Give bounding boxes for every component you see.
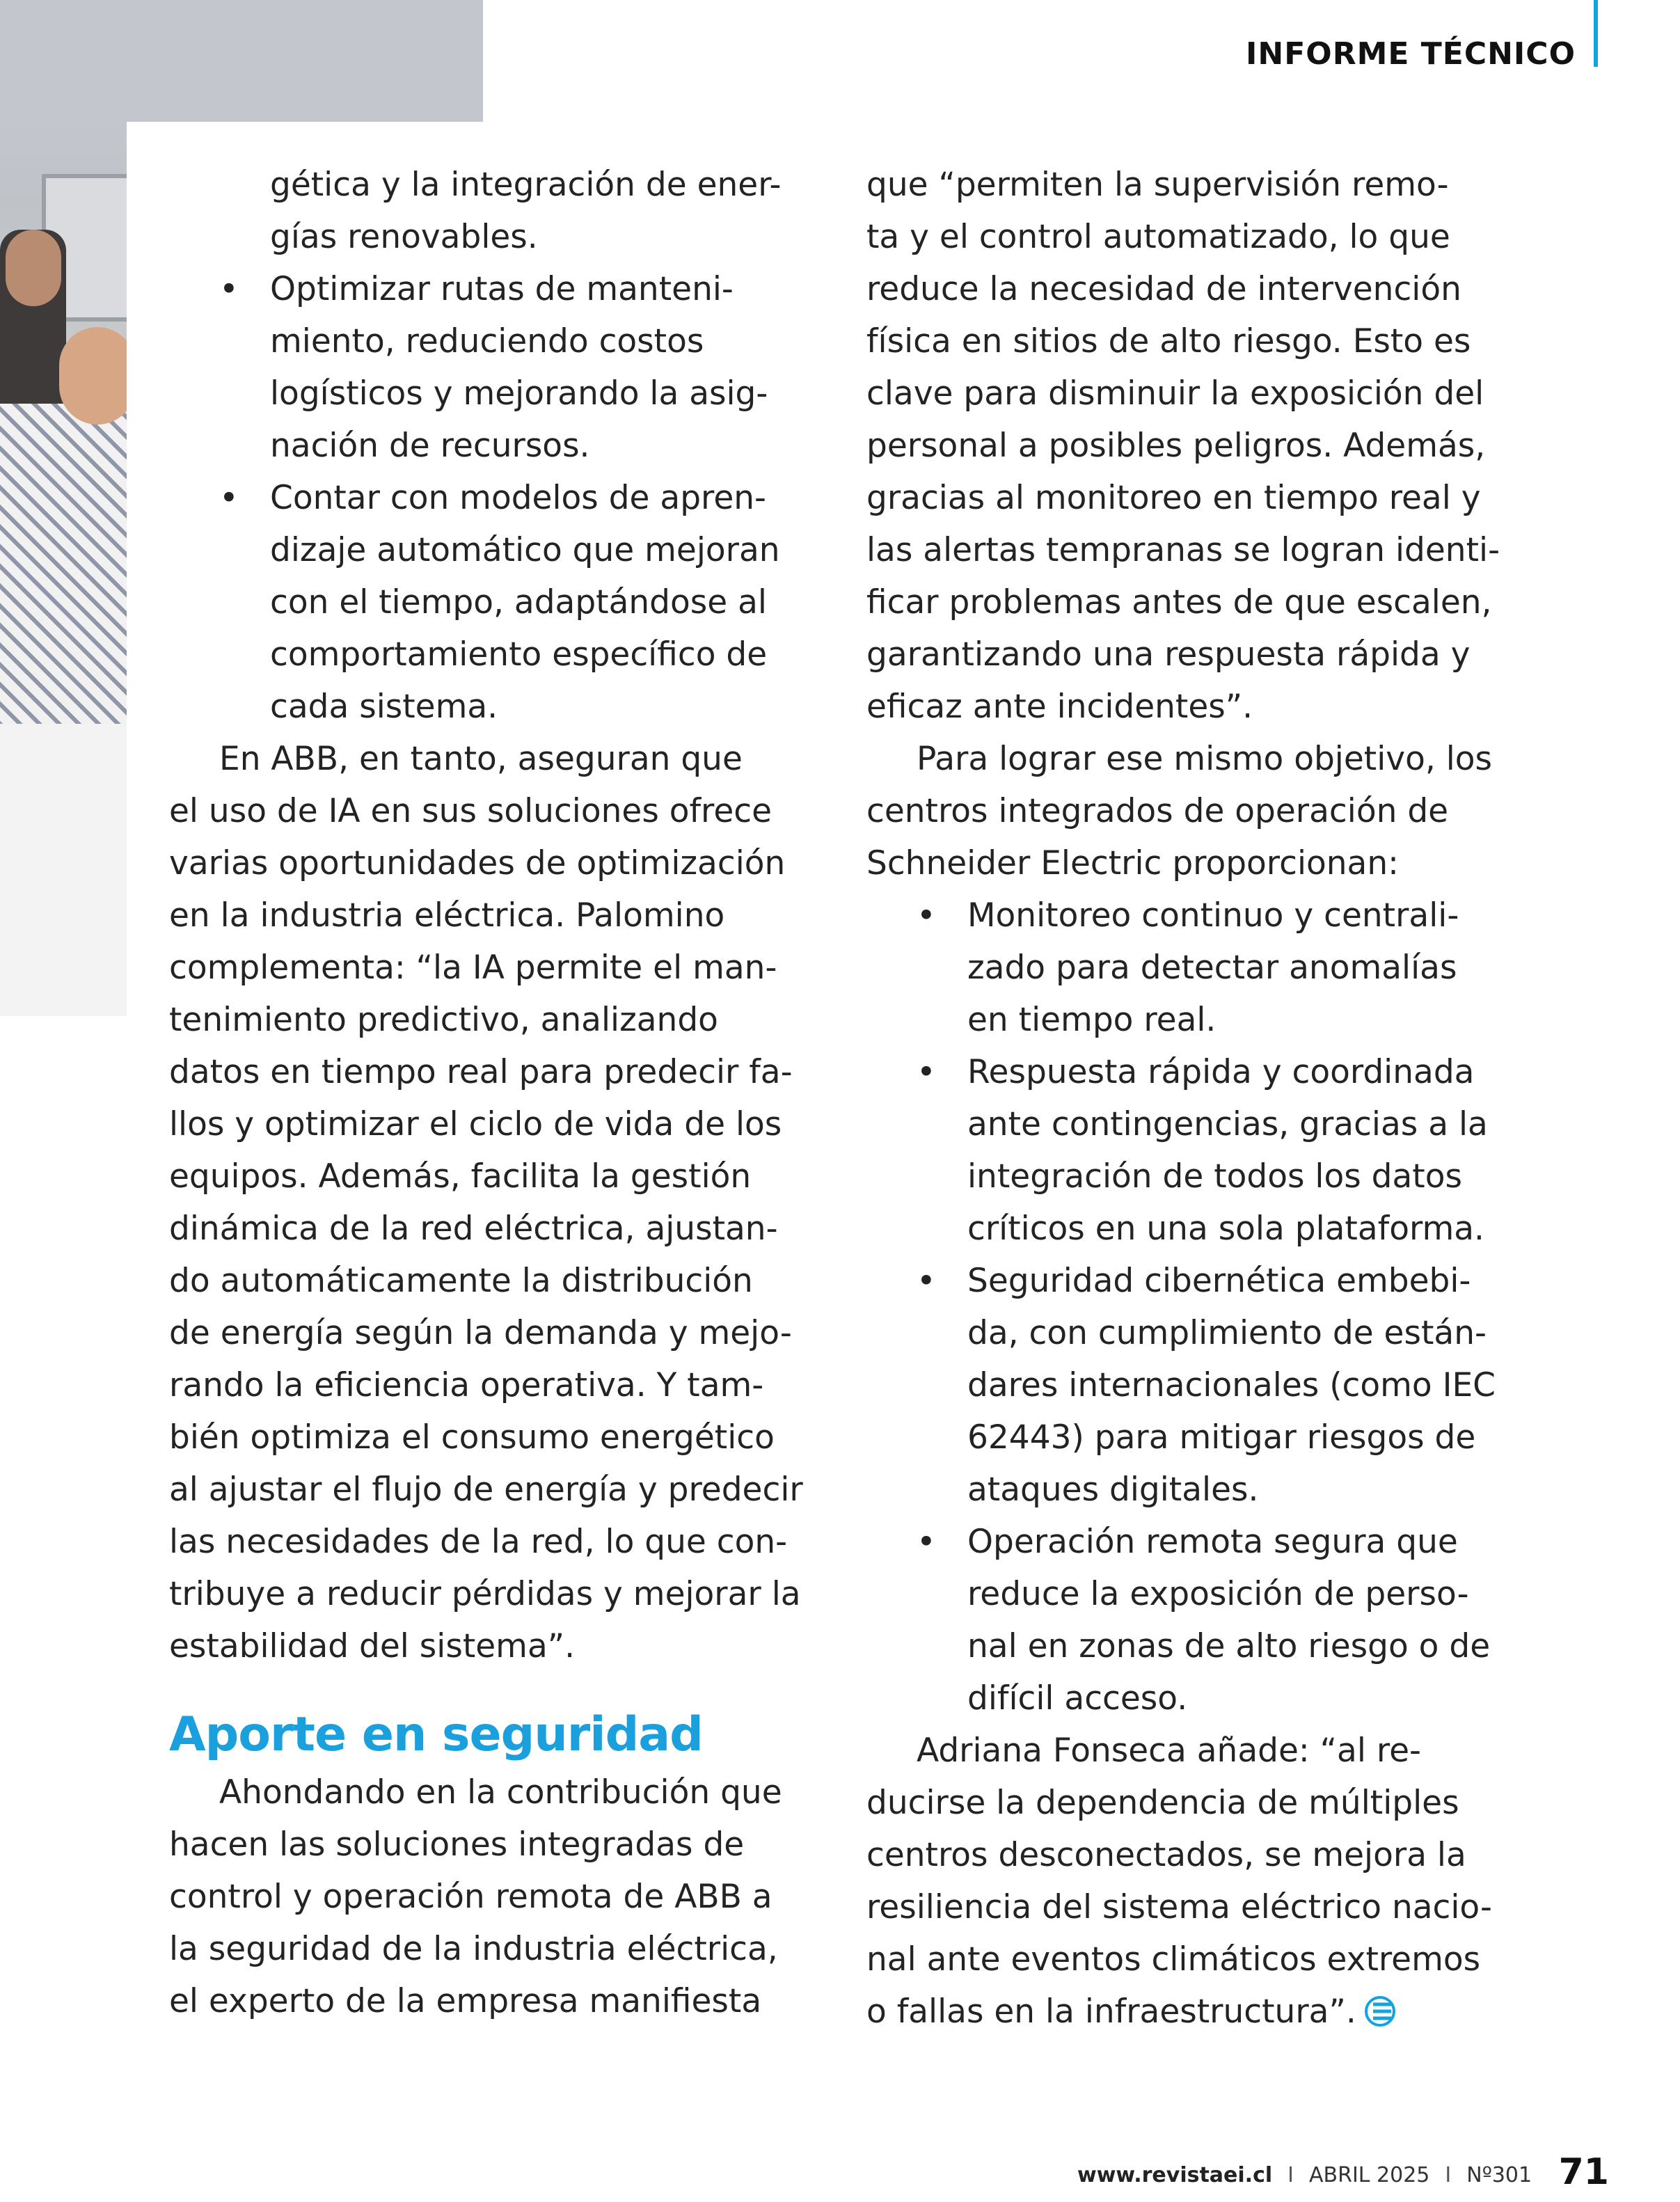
bullet-icon: •	[219, 479, 239, 517]
text-line-content: dizaje automático que mejoran	[270, 531, 780, 569]
text-line	[169, 1516, 823, 1568]
text-line-content: gías renovables.	[270, 218, 538, 256]
text-line-content: personal a posibles peligros. Además,	[866, 427, 1486, 465]
text-line-content: Schneider Electric proporcionan:	[866, 844, 1399, 882]
text-line-content: reduce la exposición de perso-	[967, 1575, 1469, 1613]
text-line	[169, 1203, 823, 1255]
text-line	[169, 576, 823, 628]
text-line-content: que “permiten la supervisión remo-	[866, 166, 1449, 204]
text-line	[169, 524, 823, 576]
text-line-content: tenimiento predictivo, analizando	[169, 1001, 718, 1039]
text-line	[169, 315, 823, 367]
text-line	[169, 785, 823, 837]
text-line	[866, 1986, 1531, 2038]
header-accent-rule	[1594, 0, 1598, 67]
text-line	[866, 263, 1531, 315]
text-line	[169, 1046, 823, 1098]
text-line-content: en la industria eléctrica. Palomino	[169, 896, 725, 935]
text-line	[866, 1203, 1531, 1255]
text-line-content: 62443) para mitigar riesgos de	[967, 1418, 1476, 1457]
text-line-content: reduce la necesidad de intervención	[866, 270, 1461, 308]
footer-website: www.revistaei.cl	[1077, 2163, 1273, 2187]
text-line-content: datos en tiempo real para predecir fa-	[169, 1053, 793, 1091]
text-line	[866, 159, 1531, 211]
text-line-content: tribuye a reducir pérdidas y mejorar la	[169, 1575, 801, 1613]
text-line	[866, 315, 1531, 367]
footer-issue: Nº301	[1466, 2163, 1532, 2187]
text-line-content: zado para detectar anomalías	[967, 949, 1457, 987]
text-line	[169, 211, 823, 263]
text-line-content: logísticos y mejorando la asig-	[270, 374, 768, 413]
text-line	[866, 1046, 1531, 1098]
section-label: INFORME TÉCNICO	[1246, 36, 1576, 72]
text-line	[866, 420, 1531, 472]
text-line-content: o fallas en la infraestructura”.	[866, 1993, 1356, 2031]
text-line	[169, 837, 823, 889]
text-line	[866, 1620, 1531, 1672]
text-line-content: dinámica de la red eléctrica, ajustan-	[169, 1210, 778, 1248]
photo-person-left-head	[6, 230, 61, 306]
text-line-content: las alertas tempranas se logran identi-	[866, 531, 1500, 569]
text-line	[866, 837, 1531, 889]
text-line-content: Adriana Fonseca añade: “al re-	[917, 1732, 1421, 1770]
end-of-article-icon	[1363, 1996, 1397, 2027]
bullet-icon: •	[917, 1053, 936, 1091]
text-line-content: el uso de IA en sus soluciones ofrece	[169, 792, 772, 830]
page-number: 71	[1558, 2151, 1609, 2193]
text-line-content: Contar con modelos de apren-	[270, 479, 766, 517]
text-line	[169, 367, 823, 420]
text-line	[866, 1098, 1531, 1150]
text-line-content: hacen las soluciones integradas de	[169, 1825, 745, 1864]
text-line-content: Respuesta rápida y coordinada	[967, 1053, 1475, 1091]
text-line	[169, 681, 823, 733]
text-line-content: ducirse la dependencia de múltiples	[866, 1784, 1459, 1822]
text-line	[169, 994, 823, 1046]
text-line	[866, 1829, 1531, 1881]
text-line	[169, 1620, 823, 1672]
text-line-content: al ajustar el flujo de energía y predecir	[169, 1471, 803, 1509]
text-line-content: integración de todos los datos	[967, 1157, 1462, 1196]
text-line-content: nación de recursos.	[270, 427, 590, 465]
text-line	[169, 889, 823, 942]
text-line	[866, 942, 1531, 994]
text-line-content: de energía según la demanda y mejo-	[169, 1314, 792, 1352]
bullet-icon: •	[917, 1262, 936, 1300]
text-line-content: rando la eficiencia operativa. Y tam-	[169, 1366, 764, 1404]
text-line	[866, 472, 1531, 524]
text-line-content: varias oportunidades de optimización	[169, 844, 786, 882]
text-line-content: garantizando una respuesta rápida y	[866, 635, 1471, 674]
text-line-content: en tiempo real.	[967, 1001, 1217, 1039]
bullet-icon: •	[917, 896, 936, 935]
text-line	[866, 889, 1531, 942]
text-line	[866, 211, 1531, 263]
text-line	[866, 1255, 1531, 1307]
text-line	[866, 1672, 1531, 1725]
text-line-content: Para lograr ese mismo objetivo, los	[917, 740, 1492, 778]
text-line-content: física en sitios de alto riesgo. Esto es	[866, 322, 1471, 361]
text-line-content: gracias al monitoreo en tiempo real y	[866, 479, 1481, 517]
text-line	[866, 785, 1531, 837]
text-line	[169, 1923, 823, 1975]
text-line-content: eficaz ante incidentes”.	[866, 688, 1253, 726]
text-line-content: equipos. Además, facilita la gestión	[169, 1157, 752, 1196]
text-line	[866, 1881, 1531, 1933]
text-line-content: nal en zonas de alto riesgo o de	[967, 1627, 1491, 1665]
text-line-content: ante contingencias, gracias a la	[967, 1105, 1488, 1143]
article-column-right	[866, 159, 1531, 2038]
footer-separator: I	[1445, 2163, 1452, 2187]
text-line-content: cada sistema.	[270, 688, 498, 726]
text-line	[169, 1411, 823, 1464]
text-line-content: ataques digitales.	[967, 1471, 1259, 1509]
text-line	[169, 1819, 823, 1871]
photo-wall	[0, 0, 483, 122]
text-line	[169, 1975, 823, 2027]
text-line-content: gética y la integración de ener-	[270, 166, 782, 204]
page-footer	[1077, 2155, 1532, 2196]
photo-person-woman-head	[59, 327, 136, 425]
text-line	[169, 1766, 823, 1819]
text-line-content: nal ante eventos climáticos extremos	[866, 1940, 1481, 1979]
text-line-content: miento, reduciendo costos	[270, 322, 704, 361]
text-line	[866, 733, 1531, 785]
text-line	[169, 1464, 823, 1516]
text-line	[169, 472, 823, 524]
text-line-content: clave para disminuir la exposición del	[866, 374, 1484, 413]
text-line	[866, 1464, 1531, 1516]
photo-person-woman-pants	[0, 724, 129, 1016]
text-line	[169, 1150, 823, 1203]
text-line-content: do automáticamente la distribución	[169, 1262, 753, 1300]
text-line-content: comportamiento específico de	[270, 635, 768, 674]
article-column-left	[169, 159, 823, 2027]
text-line	[169, 628, 823, 681]
text-line	[866, 524, 1531, 576]
bullet-icon: •	[917, 1523, 936, 1561]
text-line-content: centros desconectados, se mejora la	[866, 1836, 1466, 1874]
text-line-content: las necesidades de la red, lo que con-	[169, 1523, 788, 1561]
text-line	[169, 942, 823, 994]
text-line	[169, 1568, 823, 1620]
text-line-content: resiliencia del sistema eléctrico nacio-	[866, 1888, 1493, 1926]
text-line-content: Seguridad cibernética embebi-	[967, 1262, 1471, 1300]
text-line-content: dares internacionales (como IEC	[967, 1366, 1496, 1404]
text-line-content: da, con cumplimiento de están-	[967, 1314, 1487, 1352]
text-line-content: con el tiempo, adaptándose al	[270, 583, 767, 621]
text-line-content: control y operación remota de ABB a	[169, 1878, 772, 1916]
text-line-content: complementa: “la IA permite el man-	[169, 949, 777, 987]
text-line	[866, 1725, 1531, 1777]
text-line-content: ta y el control automatizado, lo que	[866, 218, 1450, 256]
text-line-content: críticos en una sola plataforma.	[967, 1210, 1484, 1248]
text-line-content: centros integrados de operación de	[866, 792, 1449, 830]
text-line	[866, 1568, 1531, 1620]
text-line	[169, 1307, 823, 1359]
text-line	[169, 1359, 823, 1411]
text-line	[169, 1098, 823, 1150]
text-line	[169, 159, 823, 211]
text-line	[169, 263, 823, 315]
text-line	[866, 1307, 1531, 1359]
text-line-content: Monitoreo continuo y centrali-	[967, 896, 1459, 935]
footer-date: ABRIL 2025	[1309, 2163, 1430, 2187]
text-line	[866, 681, 1531, 733]
text-line-content: el experto de la empresa manifiesta	[169, 1982, 762, 2020]
text-line-content: ficar problemas antes de que escalen,	[866, 583, 1492, 621]
text-line	[866, 1150, 1531, 1203]
text-line	[169, 1255, 823, 1307]
text-line	[866, 1411, 1531, 1464]
text-line-content: difícil acceso.	[967, 1679, 1188, 1718]
text-line	[866, 994, 1531, 1046]
bullet-icon: •	[219, 270, 239, 308]
text-line	[169, 1871, 823, 1923]
text-line-content: Optimizar rutas de manteni-	[270, 270, 734, 308]
text-line-content: llos y optimizar el ciclo de vida de los	[169, 1105, 782, 1143]
text-line	[866, 1777, 1531, 1829]
text-line-content: estabilidad del sistema”.	[169, 1627, 576, 1665]
text-line	[169, 420, 823, 472]
text-line	[866, 628, 1531, 681]
text-line	[866, 1933, 1531, 1986]
footer-separator: I	[1287, 2163, 1294, 2187]
text-line-content: bién optimiza el consumo energético	[169, 1418, 775, 1457]
text-line	[169, 733, 823, 785]
text-line-content: Ahondando en la contribución que	[219, 1773, 782, 1812]
text-line	[866, 1516, 1531, 1568]
text-line-content: la seguridad de la industria eléctrica,	[169, 1930, 778, 1968]
section-subheading: Aporte en seguridad	[169, 1707, 703, 1762]
text-line	[866, 1359, 1531, 1411]
text-line-content: En ABB, en tanto, aseguran que	[219, 740, 743, 778]
text-line	[866, 367, 1531, 420]
text-line-content: Operación remota segura que	[967, 1523, 1458, 1561]
text-line	[866, 576, 1531, 628]
paragraph-gap	[169, 1672, 823, 1704]
